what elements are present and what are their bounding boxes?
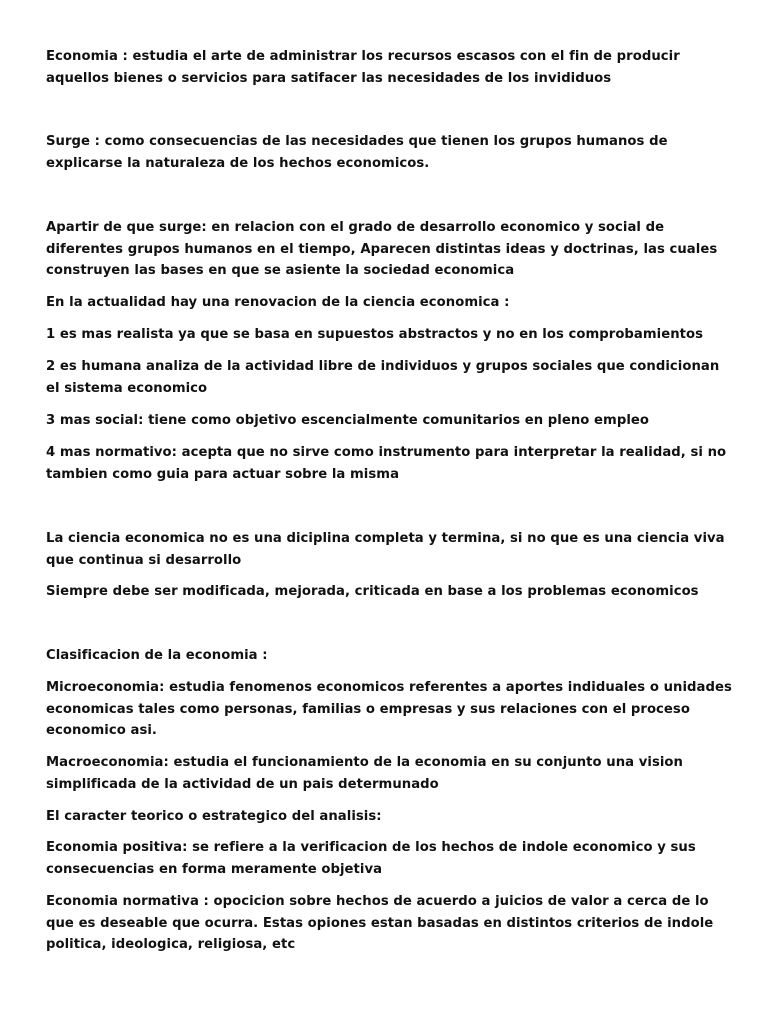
paragraph-microeconomia: Microeconomia: estudia fenomenos economicos referentes a aportes indiduales o unidades economicas tales como personas, familias o empresas y sus relaciones con el proceso economico asi.: [46, 680, 732, 738]
paragraph-siempre: Siempre debe ser modificada, mejorada, criticada en base a los problemas economicos: [46, 584, 699, 599]
paragraph-surge: Surge : como consecuencias de las necesidades que tienen los grupos humanos de explicarse la naturaleza de los hechos economicos.: [46, 134, 668, 171]
paragraph-caracter: El caracter teorico o estrategico del analisis:: [46, 809, 382, 824]
paragraph-macroeconomia: Macroeconomia: estudia el funcionamiento de la economia en su conjunto una vision simplificada de la actividad de un pais determunado: [46, 755, 683, 792]
paragraph-apartir: Apartir de que surge: en relacion con el grado de desarrollo economico y social de diferentes grupos humanos en el tiempo, Aparecen distintas ideas y doctrinas, las cuales construyen las bases en que se asiente la sociedad economica: [46, 220, 718, 278]
list-item-3: 3 mas social: tiene como objetivo escencialmente comunitarios en pleno empleo: [46, 413, 649, 428]
list-item-2: 2 es humana analiza de la actividad libre de individuos y grupos sociales que condicionan el sistema economico: [46, 359, 720, 396]
paragraph-ciencia-viva: La ciencia economica no es una diciplina completa y termina, si no que es una ciencia viva que continua si desarrollo: [46, 531, 725, 568]
paragraph-economia-positiva: Economia positiva: se refiere a la verificacion de los hechos de indole economico y sus consecuencias en forma meramente objetiva: [46, 840, 696, 877]
paragraph-economia-normativa: Economia normativa : opocicion sobre hechos de acuerdo a juicios de valor a cerca de lo que es deseable que ocurra. Estas opiones estan basadas en distintos criterios de indole politica, ideologica, religiosa, etc: [46, 894, 714, 952]
paragraph-economia-definition: Economia : estudia el arte de administrar los recursos escasos con el fin de producir aquellos bienes o servicios para satifacer las necesidades de los invididuos: [46, 49, 680, 86]
list-item-1: 1 es mas realista ya que se basa en supuestos abstractos y no en los comprobamientos: [46, 327, 704, 342]
paragraph-clasificacion-heading: Clasificacion de la economia :: [46, 648, 268, 663]
paragraph-actualidad: En la actualidad hay una renovacion de la ciencia economica :: [46, 295, 510, 310]
list-item-4: 4 mas normativo: acepta que no sirve como instrumento para interpretar la realidad, si no tambien como guia para actuar sobre la misma: [46, 445, 727, 482]
